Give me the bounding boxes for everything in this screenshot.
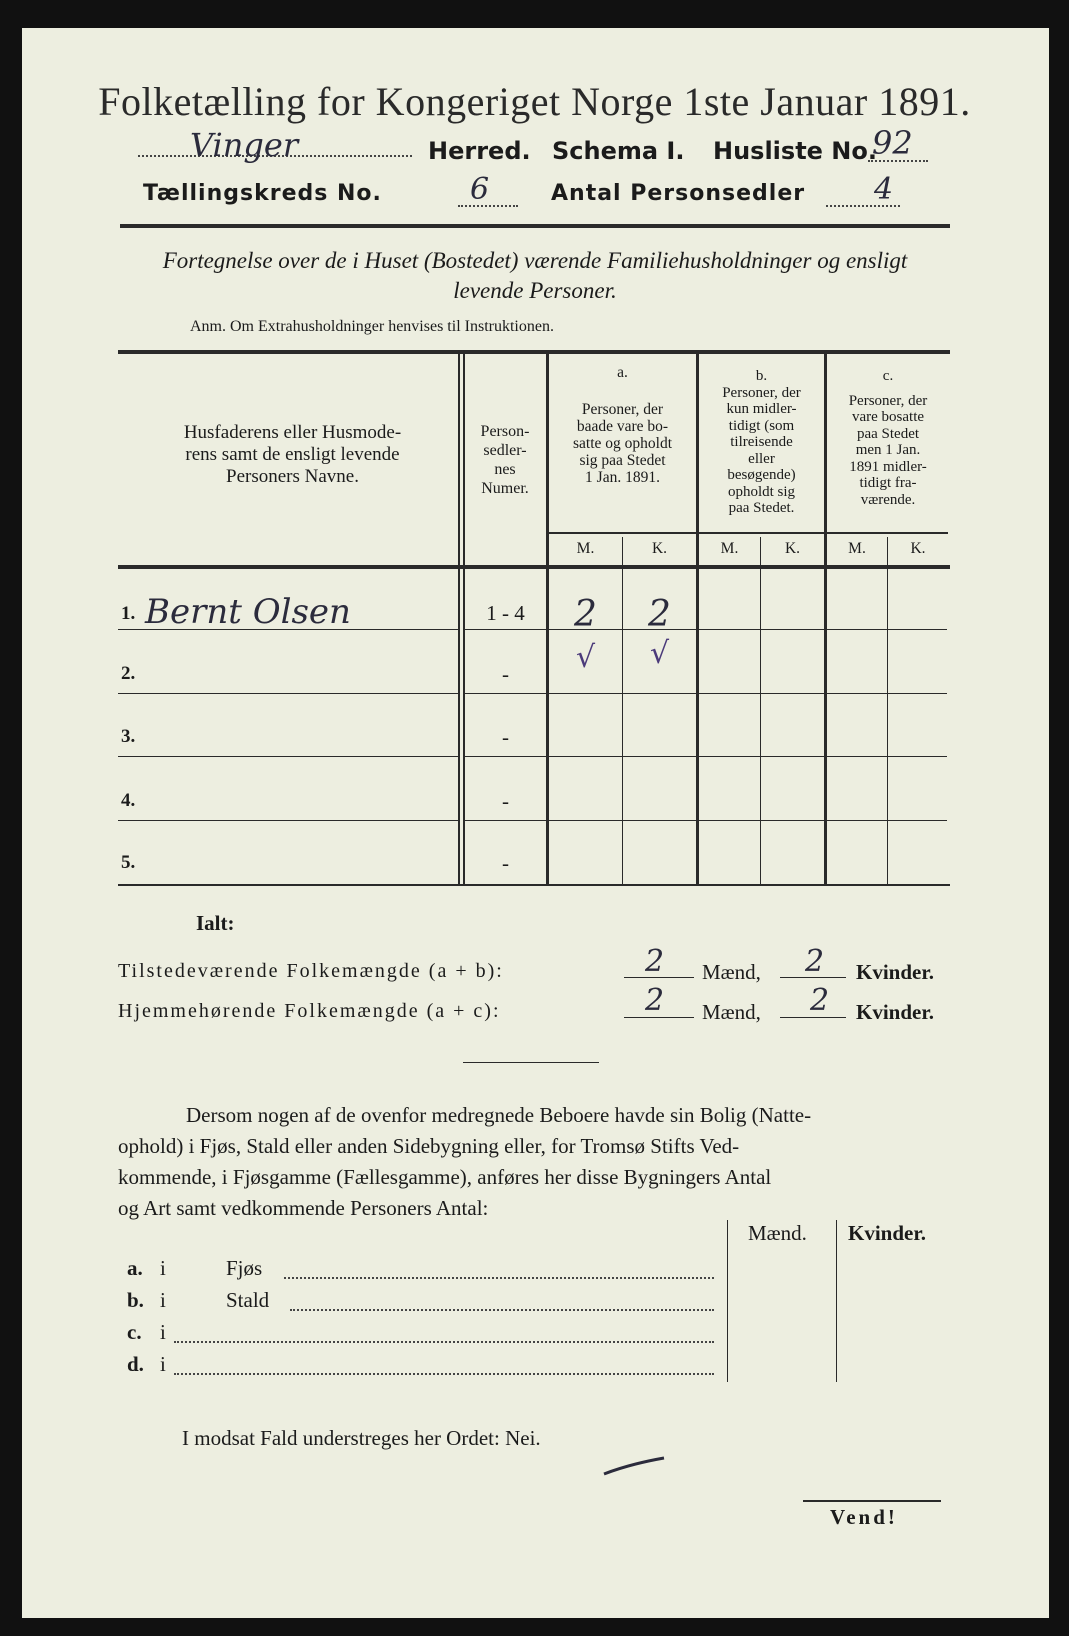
- row-name: Bernt Olsen: [145, 592, 351, 632]
- col-header-a-line: sig paa Stedet: [579, 452, 666, 469]
- check-mark: √: [649, 636, 670, 671]
- col-header-b-line: tidigt (som: [728, 417, 795, 434]
- mk-divider: [622, 537, 623, 884]
- building-dotted-line: [174, 1341, 714, 1343]
- col-header-c-line: paa Stedet: [856, 425, 920, 442]
- col-header-a-line: satte og opholdt: [572, 435, 673, 452]
- col-header-num-line: nes: [494, 461, 516, 478]
- anm-note: Anm. Om Extrahusholdninger henvises til Instruktionen.: [190, 318, 554, 335]
- col-header-a: [549, 364, 696, 486]
- hjemme-maend-value: 2: [645, 983, 665, 1018]
- row-number: 2.: [121, 663, 136, 684]
- col-header-b-letter: b.: [755, 368, 768, 384]
- row-person-numbers: -: [502, 662, 509, 686]
- husliste-value: 92: [872, 124, 913, 162]
- row-number: 4.: [121, 790, 136, 811]
- mk-divider: [760, 537, 761, 884]
- col-header-b-line: tilreisende: [730, 434, 793, 450]
- intro-line1: Fortegnelse over de i Huset (Bostedet) værende Familiehusholdninger og ensligt: [162, 248, 908, 273]
- row-number: 5.: [121, 852, 136, 873]
- col-header-a-line: 1 Jan. 1891.: [585, 469, 660, 486]
- row-person-numbers: -: [502, 789, 509, 813]
- check-mark: √: [575, 640, 596, 675]
- col-header-b-line: eller: [748, 450, 775, 467]
- col-c-m-label: M.: [848, 540, 866, 557]
- antal-label: Antal Personsedler: [551, 181, 806, 206]
- paragraph-line: Dersom nogen af de ovenfor medregnede Beboere havde sin Bolig (Natte-: [186, 1103, 812, 1127]
- col-header-c-line: værende.: [860, 491, 916, 508]
- col-header-num-line: sedler-: [483, 442, 527, 459]
- row-person-numbers: 1 - 4: [486, 601, 525, 625]
- instruction-paragraph: [118, 1100, 948, 1224]
- row-rule: [465, 820, 947, 821]
- schema-label: Schema I.: [552, 137, 685, 165]
- building-i: i: [160, 1288, 166, 1312]
- maend-label: Mænd,: [702, 960, 761, 984]
- kreds-label: Tællingskreds No.: [143, 181, 382, 206]
- hjemme-label: Hjemmehørende Folkemængde (a + c):: [118, 1000, 501, 1022]
- building-label: Stald: [226, 1288, 270, 1312]
- paragraph-line: ophold) i Fjøs, Stald eller anden Sidebygning eller, for Tromsø Stifts Ved-: [118, 1134, 740, 1158]
- building-dotted-line: [290, 1309, 714, 1311]
- col-divider: [458, 352, 460, 884]
- col-header-c-line: 1891 midler-: [849, 458, 927, 475]
- tilstede-maend-value: 2: [645, 944, 665, 979]
- col-header-b-line: opholdt sig: [727, 483, 796, 500]
- col-header-c-line: vare bosatte: [851, 409, 925, 425]
- building-dotted-line: [174, 1373, 714, 1375]
- col-header-name: [130, 422, 455, 488]
- col-header-c-line: men 1 Jan.: [855, 442, 921, 458]
- paragraph-line: og Art samt vedkommende Personers Antal:: [118, 1196, 489, 1220]
- row-rule: [465, 629, 947, 630]
- intro-line2: levende Personer.: [453, 278, 617, 303]
- col-header-name-line: Personers Navne.: [226, 466, 359, 487]
- building-letter: d.: [127, 1352, 144, 1376]
- building-i: i: [160, 1320, 166, 1344]
- col-header-b: [699, 368, 824, 517]
- col-header-b-line: Personer, der: [722, 384, 801, 401]
- herred-label: Herred.: [428, 137, 531, 165]
- ialt-label: Ialt:: [196, 911, 235, 935]
- header-rule: [120, 224, 950, 228]
- hjemme-kvinder-value: 2: [810, 983, 830, 1018]
- row-rule: [118, 693, 458, 694]
- row-a-m: 2: [574, 594, 597, 635]
- col-b-k-label: K.: [784, 540, 801, 557]
- paragraph-line: kommende, i Fjøsgamme (Fællesgamme), anføres her disse Bygningers Antal: [118, 1165, 772, 1189]
- building-i: i: [160, 1352, 166, 1376]
- col-header-b-line: besøgende): [727, 467, 796, 483]
- tilstede-kvinder-value: 2: [805, 944, 825, 979]
- underline-stroke: [600, 1450, 670, 1480]
- mk-rule: [549, 532, 948, 534]
- antal-value: 4: [874, 172, 894, 207]
- section-divider: [463, 1062, 599, 1063]
- row-rule: [118, 820, 458, 821]
- husliste-label: Husliste No.: [713, 137, 877, 165]
- tilstede-label: Tilstedeværende Folkemængde (a + b):: [118, 960, 504, 982]
- col-header-num-line: Person-: [480, 423, 530, 440]
- col-a-m-label: M.: [576, 540, 595, 557]
- row-a-k: 2: [648, 594, 671, 635]
- col-header-num: [465, 422, 545, 498]
- row-rule: [465, 756, 947, 757]
- row-person-numbers: -: [502, 725, 509, 749]
- buildings-divider: [836, 1220, 837, 1382]
- buildings-maend-header: Mænd.: [748, 1221, 807, 1245]
- row-rule: [465, 693, 947, 694]
- row-person-numbers: -: [502, 851, 509, 875]
- form-title: Folketælling for Kongeriget Norge 1ste Januar 1891.: [98, 79, 971, 124]
- building-dotted-line: [284, 1277, 714, 1279]
- vend-rule: [803, 1500, 941, 1502]
- col-header-c-line: Personer, der: [848, 392, 928, 409]
- building-i: i: [160, 1256, 166, 1280]
- vend-label: Vend!: [830, 1505, 898, 1529]
- herred-value: Vinger: [190, 126, 299, 164]
- kvinder-label: Kvinder.: [856, 960, 934, 984]
- col-header-c-letter: c.: [882, 368, 894, 384]
- maend-label: Mænd,: [702, 1000, 761, 1024]
- col-header-b-line: paa Stedet.: [728, 500, 795, 516]
- col-header-c-line: tidigt fra-: [859, 475, 917, 491]
- col-header-a-line: baade vare bo-: [576, 418, 669, 435]
- table-bottom-rule: [118, 884, 950, 886]
- row-rule: [118, 756, 458, 757]
- col-header-name-line: rens samt de ensligt levende: [185, 444, 400, 465]
- building-letter: c.: [127, 1320, 142, 1344]
- col-b-m-label: M.: [720, 540, 739, 557]
- building-letter: b.: [127, 1288, 144, 1312]
- modsat-note: I modsat Fald understreges her Ordet: Nei.: [182, 1426, 541, 1450]
- col-a-k-label: K.: [651, 540, 668, 557]
- col-header-num-line: Numer.: [481, 480, 529, 497]
- building-label: Fjøs: [226, 1256, 263, 1280]
- mk-divider: [887, 537, 888, 884]
- buildings-kvinder-header: Kvinder.: [848, 1221, 926, 1245]
- col-header-c: [827, 368, 949, 508]
- col-header-name-line: Husfaderens eller Husmode-: [183, 422, 402, 443]
- row-number: 3.: [121, 726, 136, 747]
- buildings-divider: [727, 1220, 728, 1382]
- col-header-b-line: kun midler-: [726, 401, 797, 417]
- kvinder-label: Kvinder.: [856, 1000, 934, 1024]
- row-number: 1.: [121, 603, 136, 624]
- col-c-k-label: K.: [910, 540, 926, 557]
- col-header-a-letter: a.: [617, 364, 628, 381]
- kreds-value: 6: [470, 172, 490, 207]
- building-letter: a.: [127, 1256, 143, 1280]
- col-header-a-line: Personer, der: [581, 401, 664, 418]
